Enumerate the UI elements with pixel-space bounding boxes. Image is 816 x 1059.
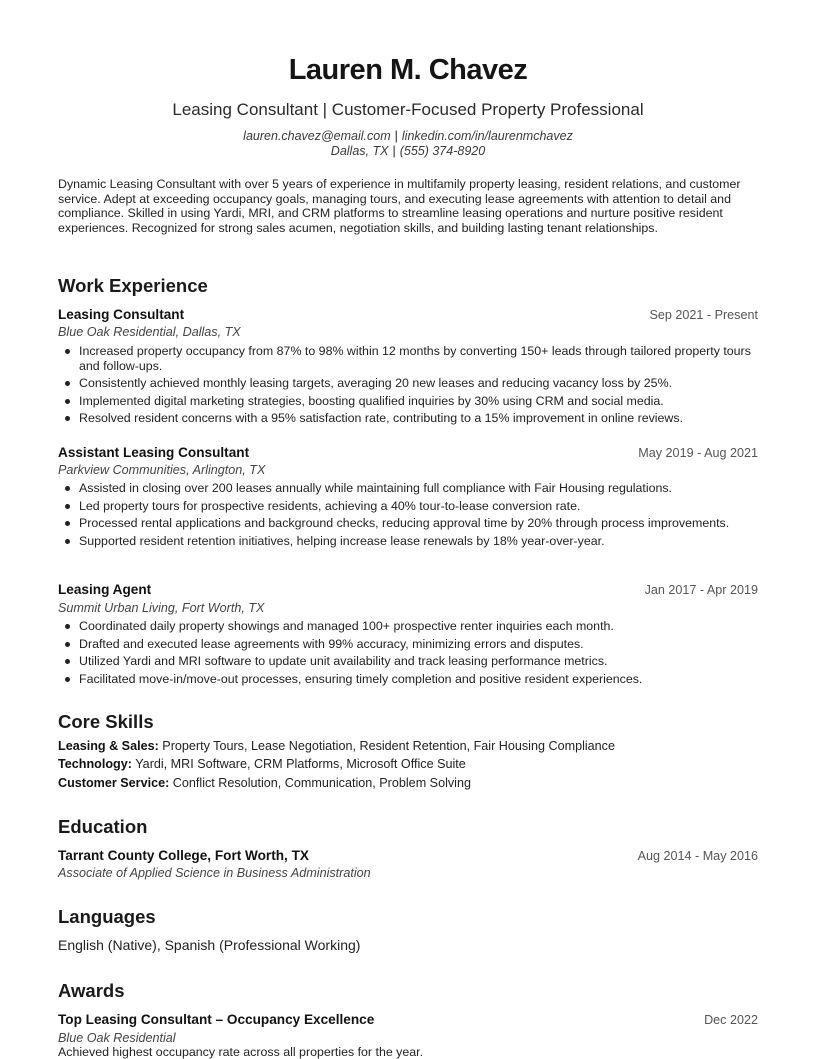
job-bullets	[58, 344, 779, 429]
section-title-experience: Work Experience	[58, 275, 208, 296]
skill-line	[58, 738, 615, 754]
job-bullets	[58, 619, 779, 689]
job-dates: Jan 2017 - Apr 2019	[644, 583, 758, 597]
contact-separator: |	[394, 129, 398, 143]
contact-separator: |	[392, 144, 396, 158]
award-date: Dec 2022	[704, 1013, 758, 1027]
candidate-headline: Leasing Consultant | Customer-Focused Property Professional	[172, 100, 644, 119]
skill-value: Conflict Resolution, Communication, Problem Solving	[172, 776, 471, 790]
job-organization: Blue Oak Residential, Dallas, TX	[58, 325, 241, 339]
section-title-awards: Awards	[58, 980, 125, 1001]
skill-line	[58, 775, 471, 791]
list-item: Facilitated move-in/move-out processes, ensuring timely completion and positive resident experiences.	[79, 672, 779, 687]
award-header	[58, 1011, 758, 1029]
skill-label: Customer Service:	[58, 776, 170, 790]
skill-value: Yardi, MRI Software, CRM Platforms, Microsoft Office Suite	[135, 757, 466, 771]
list-item: Implemented digital marketing strategies, boosting qualified inquiries by 30% using CRM and social media.	[79, 394, 779, 409]
job-title: Leasing Consultant	[58, 307, 185, 322]
list-item: Processed rental applications and background checks, reducing approval time by 20% through process improvements.	[79, 516, 779, 531]
job-dates: Sep 2021 - Present	[649, 308, 758, 322]
section-title-education: Education	[58, 816, 148, 837]
skill-line	[58, 756, 466, 772]
list-item: Resolved resident concerns with a 95% satisfaction rate, contributing to a 15% improvement in online reviews.	[79, 411, 779, 426]
list-item: Coordinated daily property showings and managed 100+ prospective renter inquiries each month.	[79, 619, 779, 634]
contact-line-2	[58, 144, 758, 159]
job-title: Leasing Agent	[58, 582, 152, 597]
professional-summary: Dynamic Leasing Consultant with over 5 years of experience in multifamily property leasing, resident relations, and customer service. Adept at exceeding occupancy goals, managing tours, and executing lease agreements with attention to detail and compliance. Skilled in using Yardi, MRI, and CRM platforms to streamline leasing operations and nurture positive resident experiences. Recognized for strong sales acumen, negotiation skills, and building lasting tenant relationships.	[58, 177, 741, 235]
languages-text: English (Native), Spanish (Professional Working)	[58, 937, 361, 953]
skill-label: Technology:	[58, 757, 132, 771]
list-item: Consistently achieved monthly leasing targets, averaging 20 new leases and reducing vacancy loss by 25%.	[79, 376, 779, 391]
phone-text: (555) 374-8920	[399, 144, 486, 158]
list-item: Drafted and executed lease agreements with 99% accuracy, minimizing errors and disputes.	[79, 637, 779, 652]
candidate-name: Lauren M. Chavez	[288, 54, 528, 86]
education-header	[58, 847, 758, 865]
job-organization: Parkview Communities, Arlington, TX	[58, 463, 266, 477]
email-link[interactable]: lauren.chavez@email.com	[243, 129, 391, 143]
linkedin-link[interactable]: linkedin.com/in/laurenmchavez	[401, 129, 573, 143]
skill-value: Property Tours, Lease Negotiation, Resident Retention, Fair Housing Compliance	[162, 739, 615, 753]
job-organization: Summit Urban Living, Fort Worth, TX	[58, 601, 265, 615]
list-item: Utilized Yardi and MRI software to update unit availability and track leasing performance metrics.	[79, 654, 779, 669]
list-item: Supported resident retention initiatives, helping increase lease renewals by 18% year-over-year.	[79, 534, 779, 549]
award-title: Top Leasing Consultant – Occupancy Excellence	[58, 1012, 375, 1027]
skill-label: Leasing & Sales:	[58, 739, 159, 753]
degree-text: Associate of Applied Science in Business Administration	[58, 866, 371, 880]
contact-line-1	[58, 129, 758, 144]
list-item: Increased property occupancy from 87% to 98% within 12 months by converting 150+ leads through tailored property tours and follow-ups.	[79, 344, 779, 373]
job-header	[58, 444, 758, 462]
job-header	[58, 581, 758, 599]
school-name: Tarrant County College, Fort Worth, TX	[58, 848, 309, 863]
location-text: Dallas, TX	[330, 144, 389, 158]
award-description: Achieved highest occupancy rate across all properties for the year.	[58, 1045, 424, 1059]
award-organization: Blue Oak Residential	[58, 1031, 176, 1045]
job-title: Assistant Leasing Consultant	[58, 445, 250, 460]
job-dates: May 2019 - Aug 2021	[638, 446, 758, 460]
job-bullets	[58, 481, 779, 551]
section-title-languages: Languages	[58, 906, 156, 927]
job-header	[58, 306, 758, 324]
list-item: Assisted in closing over 200 leases annually while maintaining full compliance with Fair Housing regulations.	[79, 481, 779, 496]
section-title-skills: Core Skills	[58, 711, 154, 732]
education-dates: Aug 2014 - May 2016	[637, 849, 758, 863]
list-item: Led property tours for prospective residents, achieving a 40% tour-to-lease conversion rate.	[79, 499, 779, 514]
